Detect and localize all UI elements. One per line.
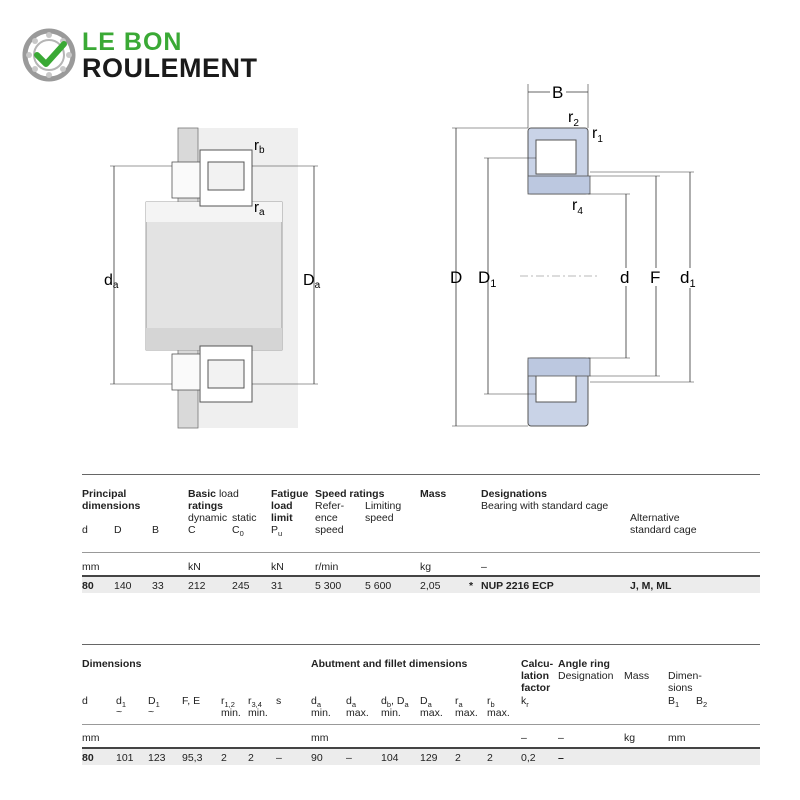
t2-h-abutment: Abutment and fillet dimensions: [311, 658, 468, 670]
label-ra: $r_a$: [254, 199, 265, 218]
t1-cell-designation: NUP 2216 ECP: [481, 580, 554, 592]
t1-unit-mm: mm: [82, 561, 100, 573]
t2-cell-dbDa: 104: [381, 752, 399, 764]
t1-cell-C: 212: [188, 580, 206, 592]
t2-unit-kg: kg: [624, 732, 636, 744]
t2-lbl-min1: min.: [221, 707, 241, 719]
t2-sym-B2: $B_2$: [696, 695, 708, 710]
t2-cell-D1: 123: [148, 752, 166, 764]
t2-cell-da-max: –: [346, 752, 352, 764]
t1-h-speed2: speed: [315, 524, 344, 536]
t2-cell-ra: 2: [455, 752, 461, 764]
t1-h-ratings: ratings: [188, 500, 224, 512]
t2-sym-rb: $r_b$: [487, 695, 495, 710]
label-D1: $D_1$: [478, 268, 497, 290]
t2-lbl-min3: min.: [311, 707, 331, 719]
label-r4: $r_4$: [572, 197, 583, 217]
t1-mid-rule: [82, 552, 760, 553]
t1-unit-kN2: kN: [271, 561, 284, 573]
t1-unit-rmin: r/min: [315, 561, 339, 573]
t1-h-limit: limit: [271, 512, 293, 524]
t2-cell-r34: 2: [248, 752, 254, 764]
t2-h-factor: factor: [521, 682, 551, 694]
t2-unit-mm2: mm: [311, 732, 329, 744]
t1-h-speed3: speed: [365, 512, 394, 524]
t2-sym-da: $d_a$: [311, 695, 322, 710]
t2-sym-Da: $D_a$: [420, 695, 432, 710]
t2-cell-d1: 101: [116, 752, 134, 764]
t1-sym-B: B: [152, 524, 160, 536]
t2-h-calcu: Calcu-: [521, 658, 554, 670]
t2-h-designation: Designation: [558, 670, 614, 682]
t2-lbl-min2: min.: [248, 707, 268, 719]
t2-sym-dbDa: $d_b$, $D_a$: [381, 695, 409, 710]
mounting-drawing: [100, 120, 340, 440]
t1-h-load: load: [271, 500, 293, 512]
t1-h-mass: Mass: [420, 488, 447, 500]
logo-line1: LE BON: [82, 28, 183, 56]
t1-h-static: static: [232, 512, 257, 524]
t2-sym-r34: $r_{3,4}$: [248, 695, 262, 710]
t1-cell-alternative: J, M, ML: [630, 580, 672, 592]
label-r1: $r_1$: [592, 125, 603, 145]
t1-cell-star: *: [469, 580, 474, 592]
t1-cell-Pu: 31: [271, 580, 283, 592]
label-da: da: [104, 272, 119, 291]
t2-lbl-min4: min.: [381, 707, 401, 719]
t1-h-principal: Principal: [82, 488, 127, 500]
t2-sym-s: s: [276, 695, 282, 707]
t1-cell-d: 80: [82, 580, 94, 592]
t1-h-limiting: Limiting: [365, 500, 402, 512]
t1-cell-C0: 245: [232, 580, 250, 592]
label-d1: $d_1$: [680, 268, 696, 290]
t2-lbl-max3: max.: [455, 707, 478, 719]
t2-mid-rule: [82, 724, 760, 725]
t2-unit-mm: mm: [82, 732, 100, 744]
t1-h-alternative: Alternative: [630, 512, 680, 524]
t2-cell-d: 80: [82, 752, 94, 764]
logo-bearing-icon: [22, 28, 76, 82]
t2-sym-d: d: [82, 695, 88, 707]
t2-unit-dash1: –: [521, 732, 527, 744]
t1-sym-Pu: $P_u$: [271, 524, 283, 539]
label-Da: Da: [303, 272, 321, 291]
t1-sym-C: C: [188, 524, 196, 536]
label-d: d: [620, 268, 630, 287]
t2-sym-d1: $d_1$: [116, 695, 127, 710]
t2-tilde1: ~: [116, 706, 123, 718]
t2-sym-B1: $B_1$: [668, 695, 680, 710]
label-F: F: [650, 268, 661, 287]
label-rb: $r_b$: [254, 137, 265, 156]
t1-h-fatigue: Fatigue: [271, 488, 309, 500]
t2-h-lation: lation: [521, 670, 549, 682]
logo-check-icon: [37, 44, 64, 64]
t1-cell-mass: 2,05: [420, 580, 441, 592]
t1-h-speed: Speed ratings: [315, 488, 385, 500]
bearing-section-drawing: [440, 78, 710, 438]
t2-sym-ra: $r_a$: [455, 695, 463, 710]
t1-h-dimensions: dimensions: [82, 500, 141, 512]
t2-sym-D1: $D_1$: [148, 695, 160, 710]
t2-cell-FE: 95,3: [182, 752, 203, 764]
t1-h-basic: Basic load: [188, 488, 239, 500]
t1-h-designations: Designations: [481, 488, 547, 500]
t1-unit-dash: –: [481, 561, 487, 573]
t2-cell-da-min: 90: [311, 752, 323, 764]
t2-h-dimensions: Dimensions: [82, 658, 142, 670]
t2-cell-rb: 2: [487, 752, 493, 764]
label-B: B: [552, 83, 564, 102]
t1-h-stdcage: standard cage: [630, 524, 697, 536]
t1-h-bearing: Bearing with standard cage: [481, 500, 609, 512]
t2-cell-s: –: [276, 752, 282, 764]
t1-sym-D: D: [114, 524, 122, 536]
t2-sym-da2: $d_a$: [346, 695, 357, 710]
label-r2: $r_2$: [568, 109, 579, 129]
t1-cell-lim: 5 600: [365, 580, 392, 592]
t1-unit-kg: kg: [420, 561, 432, 573]
t2-sym-FE: F, E: [182, 695, 201, 707]
t1-unit-kN: kN: [188, 561, 201, 573]
t2-cell-kr: 0,2: [521, 752, 536, 764]
t1-sym-C0: $C_0$: [232, 524, 244, 539]
t2-h-mass: Mass: [624, 670, 650, 682]
t2-sym-r12: $r_{1,2}$: [221, 695, 235, 710]
label-D: D: [450, 268, 463, 287]
t2-sym-kr: $k_r$: [521, 695, 529, 710]
t2-cell-r12: 2: [221, 752, 227, 764]
t1-cell-ref: 5 300: [315, 580, 342, 592]
t2-h-angle: Angle ring: [558, 658, 610, 670]
t1-sym-d: d: [82, 524, 88, 536]
t2-h-sions: sions: [668, 682, 693, 694]
t1-h-refer: Refer-: [315, 500, 345, 512]
t2-cell-Da-max: 129: [420, 752, 438, 764]
t1-h-dynamic: dynamic: [188, 512, 228, 524]
t1-cell-B: 33: [152, 580, 164, 592]
t2-unit-mm3: mm: [668, 732, 686, 744]
t2-unit-dash2: –: [558, 732, 564, 744]
t1-top-rule: [82, 474, 760, 475]
t2-lbl-max4: max.: [487, 707, 510, 719]
logo-line2: ROULEMENT: [82, 53, 258, 83]
t2-h-dimen: Dimen-: [668, 670, 702, 682]
t2-top-rule: [82, 644, 760, 645]
t2-lbl-max1: max.: [346, 707, 369, 719]
t2-cell-angle: –: [558, 752, 564, 764]
t1-h-ence: ence: [315, 512, 338, 524]
t1-cell-D: 140: [114, 580, 132, 592]
t2-tilde2: ~: [148, 706, 155, 718]
t2-lbl-max2: max.: [420, 707, 443, 719]
